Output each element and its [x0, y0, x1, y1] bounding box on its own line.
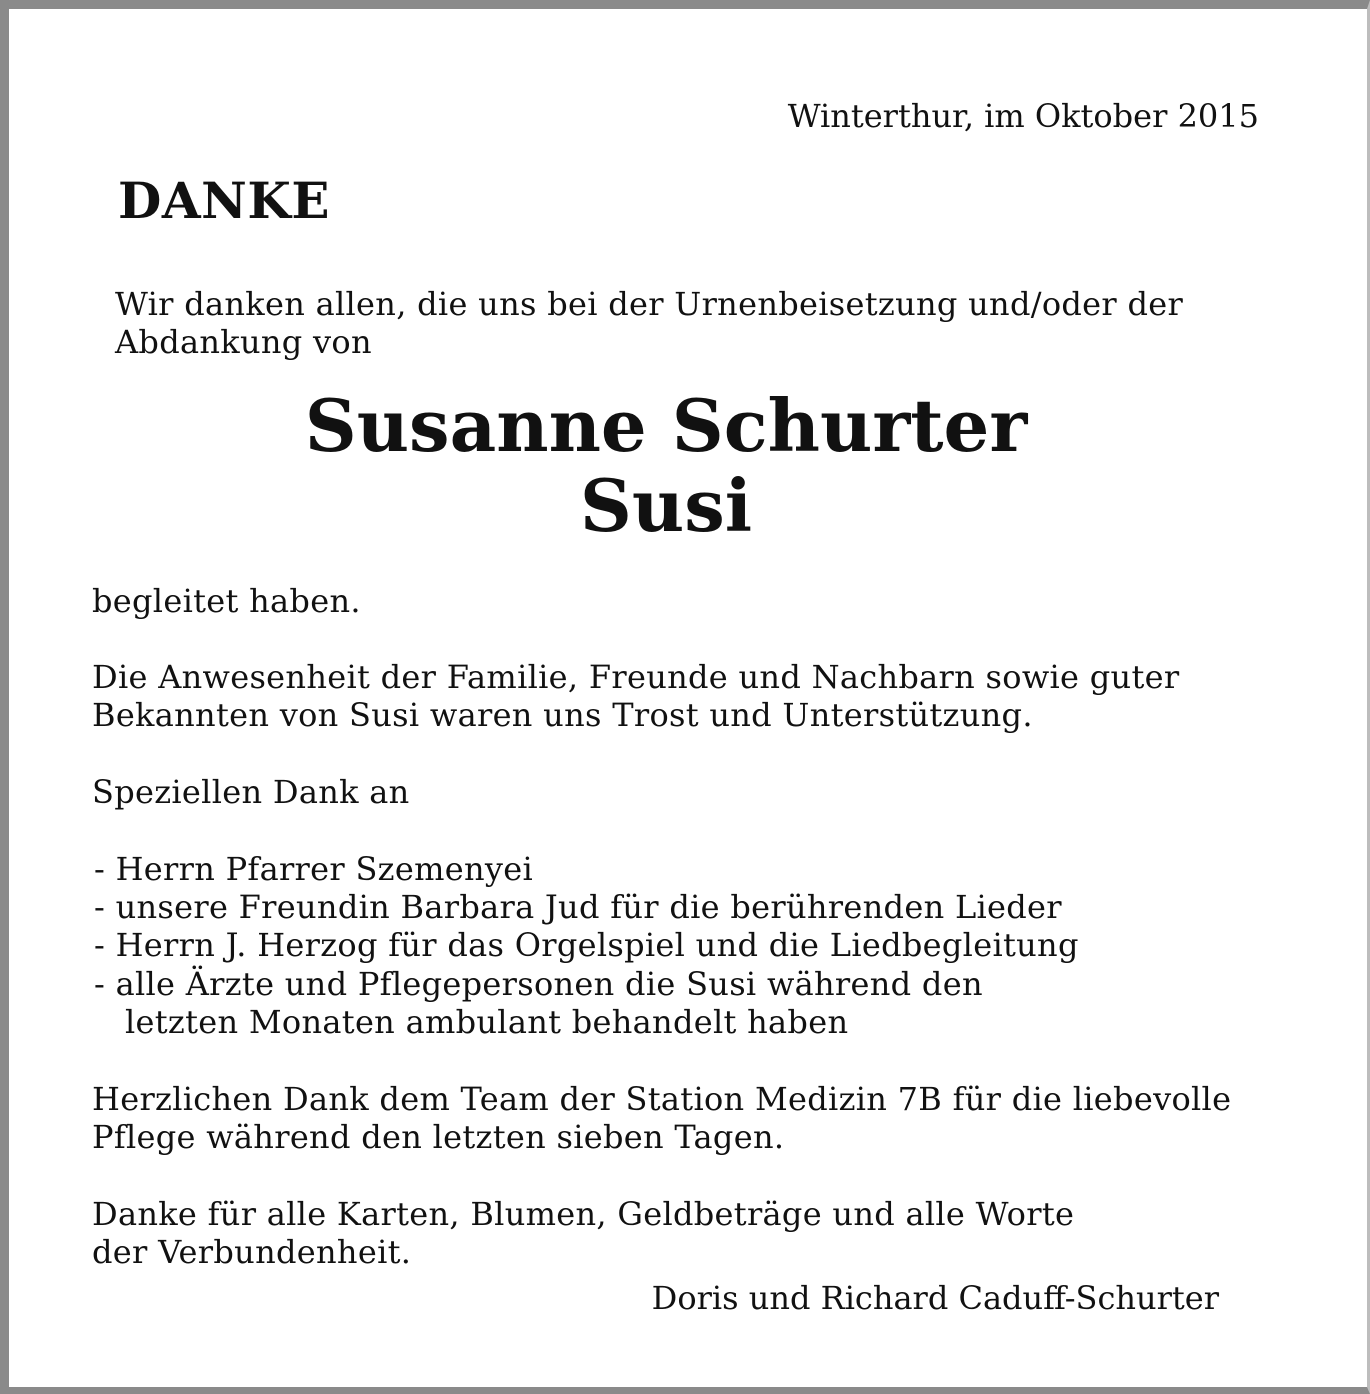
- deceased-name: Susanne Schurter: [304, 383, 1028, 468]
- deceased-nickname: Susi: [579, 463, 753, 548]
- presence-line-2: Bekannten von Susi waren uns Trost und Unterstützung.: [92, 696, 1033, 734]
- thanks-item-freundin: - unsere Freundin Barbara Jud für die berührenden Lieder: [94, 888, 1062, 926]
- cards-line-1: Danke für alle Karten, Blumen, Geldbeträge und alle Worte: [92, 1195, 1075, 1233]
- thanks-item-orgel: - Herrn J. Herzog für das Orgelspiel und die Liedbegleitung: [94, 926, 1079, 964]
- heading-danke: DANKE: [118, 171, 330, 230]
- team-line-1: Herzlichen Dank dem Team der Station Medizin 7B für die liebevolle: [92, 1080, 1232, 1118]
- team-line-2: Pflege während den letzten sieben Tagen.: [92, 1118, 785, 1156]
- cards-line-2: der Verbundenheit.: [92, 1233, 412, 1271]
- special-thanks-line: Speziellen Dank an: [92, 773, 410, 811]
- presence-line-1: Die Anwesenheit der Familie, Freunde und Nachbarn sowie guter: [92, 658, 1180, 696]
- intro-line-1: Wir danken allen, die uns bei der Urnenbeisetzung und/oder der: [115, 285, 1184, 323]
- thanks-item-aerzte-continued: letzten Monaten ambulant behandelt haben: [125, 1003, 849, 1041]
- intro-line-2: Abdankung von: [115, 323, 372, 361]
- thanks-item-pfarrer: - Herrn Pfarrer Szemenyei: [94, 850, 534, 888]
- thanks-item-aerzte: - alle Ärzte und Pflegepersonen die Susi während den: [94, 965, 983, 1003]
- signature: Doris und Richard Caduff-Schurter: [651, 1279, 1219, 1317]
- date-line: Winterthur, im Oktober 2015: [787, 97, 1259, 135]
- accompanied-line: begleitet haben.: [92, 582, 361, 620]
